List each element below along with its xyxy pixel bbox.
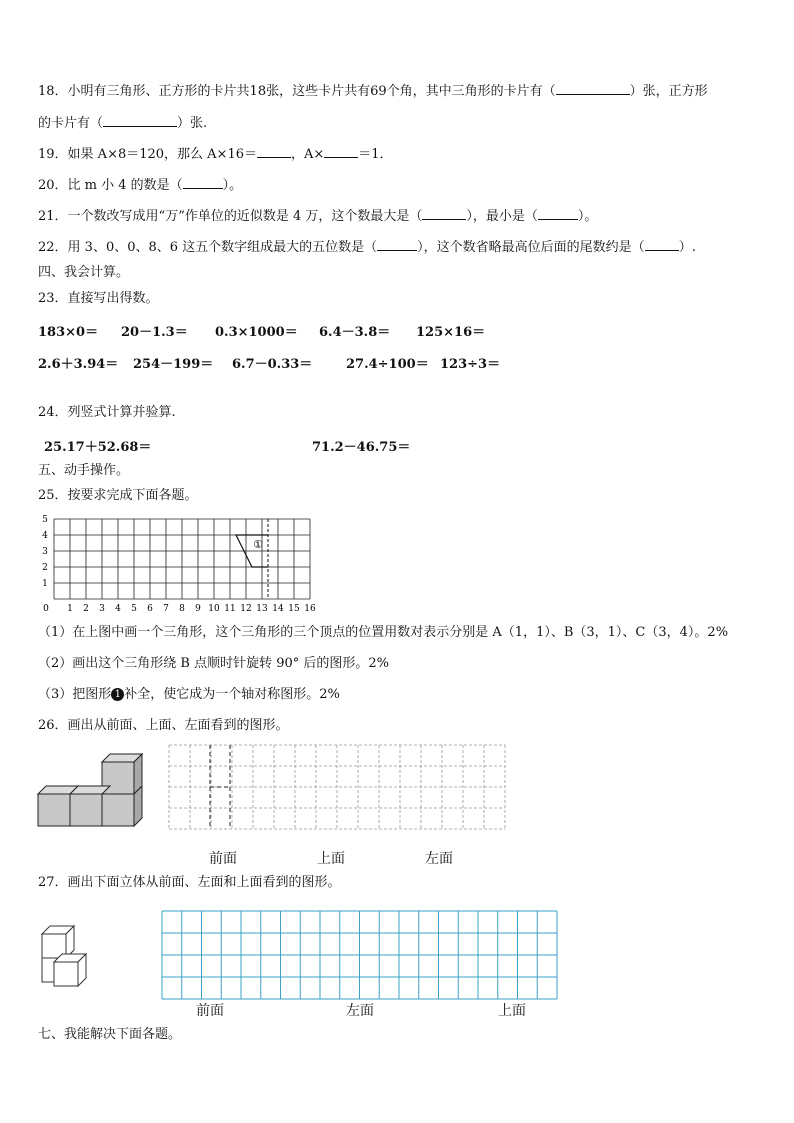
q21: 21．一个数改写成用“万”作单位的近似数是 4 万，这个数最大是（ ），最小是（ ）。 bbox=[38, 209, 598, 224]
y-tick-label: 5 bbox=[42, 515, 48, 525]
x-tick-label: 9 bbox=[195, 604, 201, 612]
x-tick-label: 0 bbox=[43, 604, 49, 612]
view-label-top: 上面 bbox=[498, 1003, 526, 1019]
x-tick-label: 6 bbox=[147, 604, 153, 612]
cube-stack-figure-2 bbox=[40, 920, 110, 1000]
calc-item: 254－199＝ bbox=[133, 357, 214, 372]
cube-stack-figure-1 bbox=[36, 752, 146, 842]
x-tick-label: 5 bbox=[131, 604, 137, 612]
x-axis-ticks bbox=[43, 604, 316, 612]
q19: 19．如果 A×8＝120，那么 A×16＝ ，A× ＝1． bbox=[38, 147, 393, 162]
view-label-front: 前面 bbox=[209, 851, 237, 867]
answer-blank[interactable] bbox=[556, 82, 630, 95]
figure-1-label: ① bbox=[253, 538, 263, 551]
answer-blank[interactable] bbox=[422, 207, 466, 220]
answer-blank[interactable] bbox=[377, 238, 417, 251]
q18-line2: 的卡片有（ ）张. bbox=[38, 116, 208, 131]
calc-item: 20－1.3＝ bbox=[121, 325, 188, 340]
x-tick-label: 1 bbox=[67, 604, 73, 612]
calc-item: 27.4÷100＝ bbox=[346, 357, 429, 372]
view-label-top: 上面 bbox=[317, 851, 345, 867]
view-label-left: 左面 bbox=[346, 1003, 374, 1019]
vertical-calc-item: 25.17＋52.68＝ bbox=[44, 440, 152, 455]
section-heading: 五、动手操作。 bbox=[38, 463, 130, 478]
q18-line1: 18．小明有三角形、正方形的卡片共18张，这些卡片共有69个角，其中三角形的卡片有（ ）张，正方形 bbox=[38, 84, 708, 99]
vertical-calc-item: 71.2－46.75＝ bbox=[312, 440, 411, 455]
x-tick-label: 11 bbox=[224, 604, 236, 612]
section-heading: 四、我会计算。 bbox=[38, 265, 130, 280]
circled-number-1: 1 bbox=[111, 688, 124, 701]
calc-item: 0.3×1000＝ bbox=[215, 325, 298, 340]
view-label-left: 左面 bbox=[425, 851, 453, 867]
x-tick-label: 12 bbox=[240, 604, 252, 612]
answer-blank[interactable] bbox=[257, 145, 291, 158]
x-tick-label: 15 bbox=[288, 604, 300, 612]
calc-item: 2.6＋3.94＝ bbox=[38, 357, 119, 372]
q25-title: 25．按要求完成下面各题。 bbox=[38, 488, 198, 503]
x-tick-label: 13 bbox=[256, 604, 268, 612]
coordinate-grid[interactable] bbox=[38, 512, 358, 612]
answer-blank[interactable] bbox=[538, 207, 578, 220]
answer-blank[interactable] bbox=[183, 176, 223, 189]
grid-lines bbox=[54, 519, 310, 599]
q23-title: 23．直接写出得数。 bbox=[38, 291, 159, 306]
y-tick-label: 1 bbox=[42, 579, 48, 589]
y-tick-label: 3 bbox=[42, 547, 48, 557]
q26-title: 26．画出从前面、上面、左面看到的图形。 bbox=[38, 718, 289, 733]
x-tick-label: 3 bbox=[99, 604, 105, 612]
x-tick-label: 14 bbox=[272, 604, 284, 612]
calc-item: 123÷3＝ bbox=[440, 357, 501, 372]
x-tick-label: 8 bbox=[179, 604, 185, 612]
x-tick-label: 7 bbox=[163, 604, 169, 612]
x-tick-label: 4 bbox=[115, 604, 121, 612]
x-tick-label: 2 bbox=[83, 604, 89, 612]
section-heading: 七、我能解决下面各题。 bbox=[38, 1027, 182, 1042]
view-label-front: 前面 bbox=[196, 1003, 224, 1019]
y-tick-label: 4 bbox=[42, 531, 48, 541]
square-drawing-grid[interactable] bbox=[160, 909, 560, 1001]
x-tick-label: 10 bbox=[208, 604, 220, 612]
calc-item: 6.4－3.8＝ bbox=[319, 325, 391, 340]
q22: 22．用 3、0、0、8、6 这五个数字组成最大的五位数是（ ），这个数省略最高位后面的尾数约是（ ）. bbox=[38, 240, 696, 255]
answer-blank[interactable] bbox=[103, 114, 177, 127]
q20: 20．比 m 小 4 的数是（ ）。 bbox=[38, 178, 243, 193]
q25-part2: （2）画出这个三角形绕 B 点顺时针旋转 90° 后的图形。2% bbox=[38, 656, 390, 671]
q25-part3: （3）把图形 1 补全，使它成为一个轴对称图形。2% bbox=[38, 687, 340, 702]
y-tick-label: 2 bbox=[42, 563, 48, 573]
answer-blank[interactable] bbox=[645, 238, 679, 251]
q24-title: 24．列竖式计算并验算. bbox=[38, 405, 176, 420]
calc-item: 6.7－0.33＝ bbox=[232, 357, 313, 372]
q25-part1: （1）在上图中画一个三角形，这个三角形的三个顶点的位置用数对表示分别是 A（1，1）、B（3，1）、C（3，4）。2% bbox=[38, 625, 729, 640]
answer-blank[interactable] bbox=[324, 145, 358, 158]
dashed-drawing-grid[interactable] bbox=[166, 741, 506, 841]
q27-title: 27．画出下面立体从前面、左面和上面看到的图形。 bbox=[38, 875, 341, 890]
calc-item: 125×16＝ bbox=[416, 325, 486, 340]
x-tick-label: 16 bbox=[304, 604, 316, 612]
y-axis-ticks bbox=[42, 515, 48, 589]
square-grid-lines bbox=[162, 911, 557, 999]
calc-item: 183×0＝ bbox=[38, 325, 99, 340]
